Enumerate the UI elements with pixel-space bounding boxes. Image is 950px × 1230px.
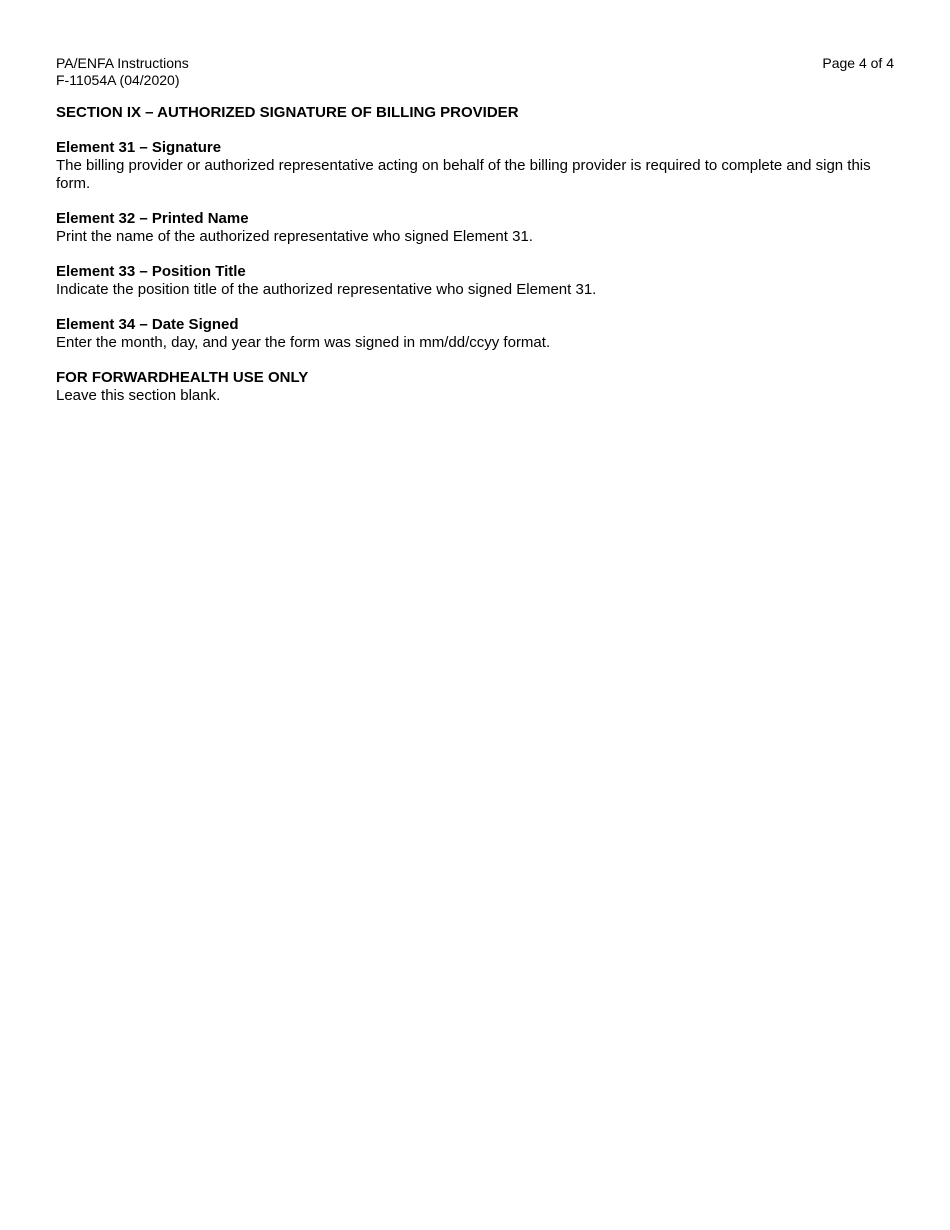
- page-header: [56, 55, 894, 89]
- element-title: Element 34 – Date Signed: [56, 316, 239, 333]
- element-title: Element 31 – Signature: [56, 139, 222, 156]
- element-description: Leave this section blank.: [56, 387, 221, 404]
- element-title: Element 33 – Position Title: [56, 263, 246, 280]
- element-33-position-title: [56, 263, 894, 299]
- element-34-date-signed: [56, 316, 894, 352]
- element-title: Element 32 – Printed Name: [56, 210, 249, 227]
- element-31-signature: [56, 139, 894, 193]
- section-title: SECTION IX – AUTHORIZED SIGNATURE OF BILLING PROVIDER: [56, 104, 519, 121]
- element-32-printed-name: [56, 210, 894, 246]
- page-indicator: Page 4 of 4: [822, 55, 894, 71]
- element-title: FOR FORWARDHEALTH USE ONLY: [56, 369, 309, 386]
- document-name: PA/ENFA Instructions: [56, 55, 189, 71]
- forwardhealth-use-only: [56, 369, 894, 405]
- element-description: Enter the month, day, and year the form was signed in mm/dd/ccyy format.: [56, 334, 551, 351]
- header-left: [56, 55, 894, 89]
- document-page: [56, 55, 894, 405]
- element-description: The billing provider or authorized representative acting on behalf of the billing provider is required to complete and sign this form.: [56, 157, 871, 192]
- form-number: F-11054A (04/2020): [56, 72, 180, 88]
- element-description: Print the name of the authorized representative who signed Element 31.: [56, 228, 533, 245]
- element-description: Indicate the position title of the authorized representative who signed Element 31.: [56, 281, 597, 298]
